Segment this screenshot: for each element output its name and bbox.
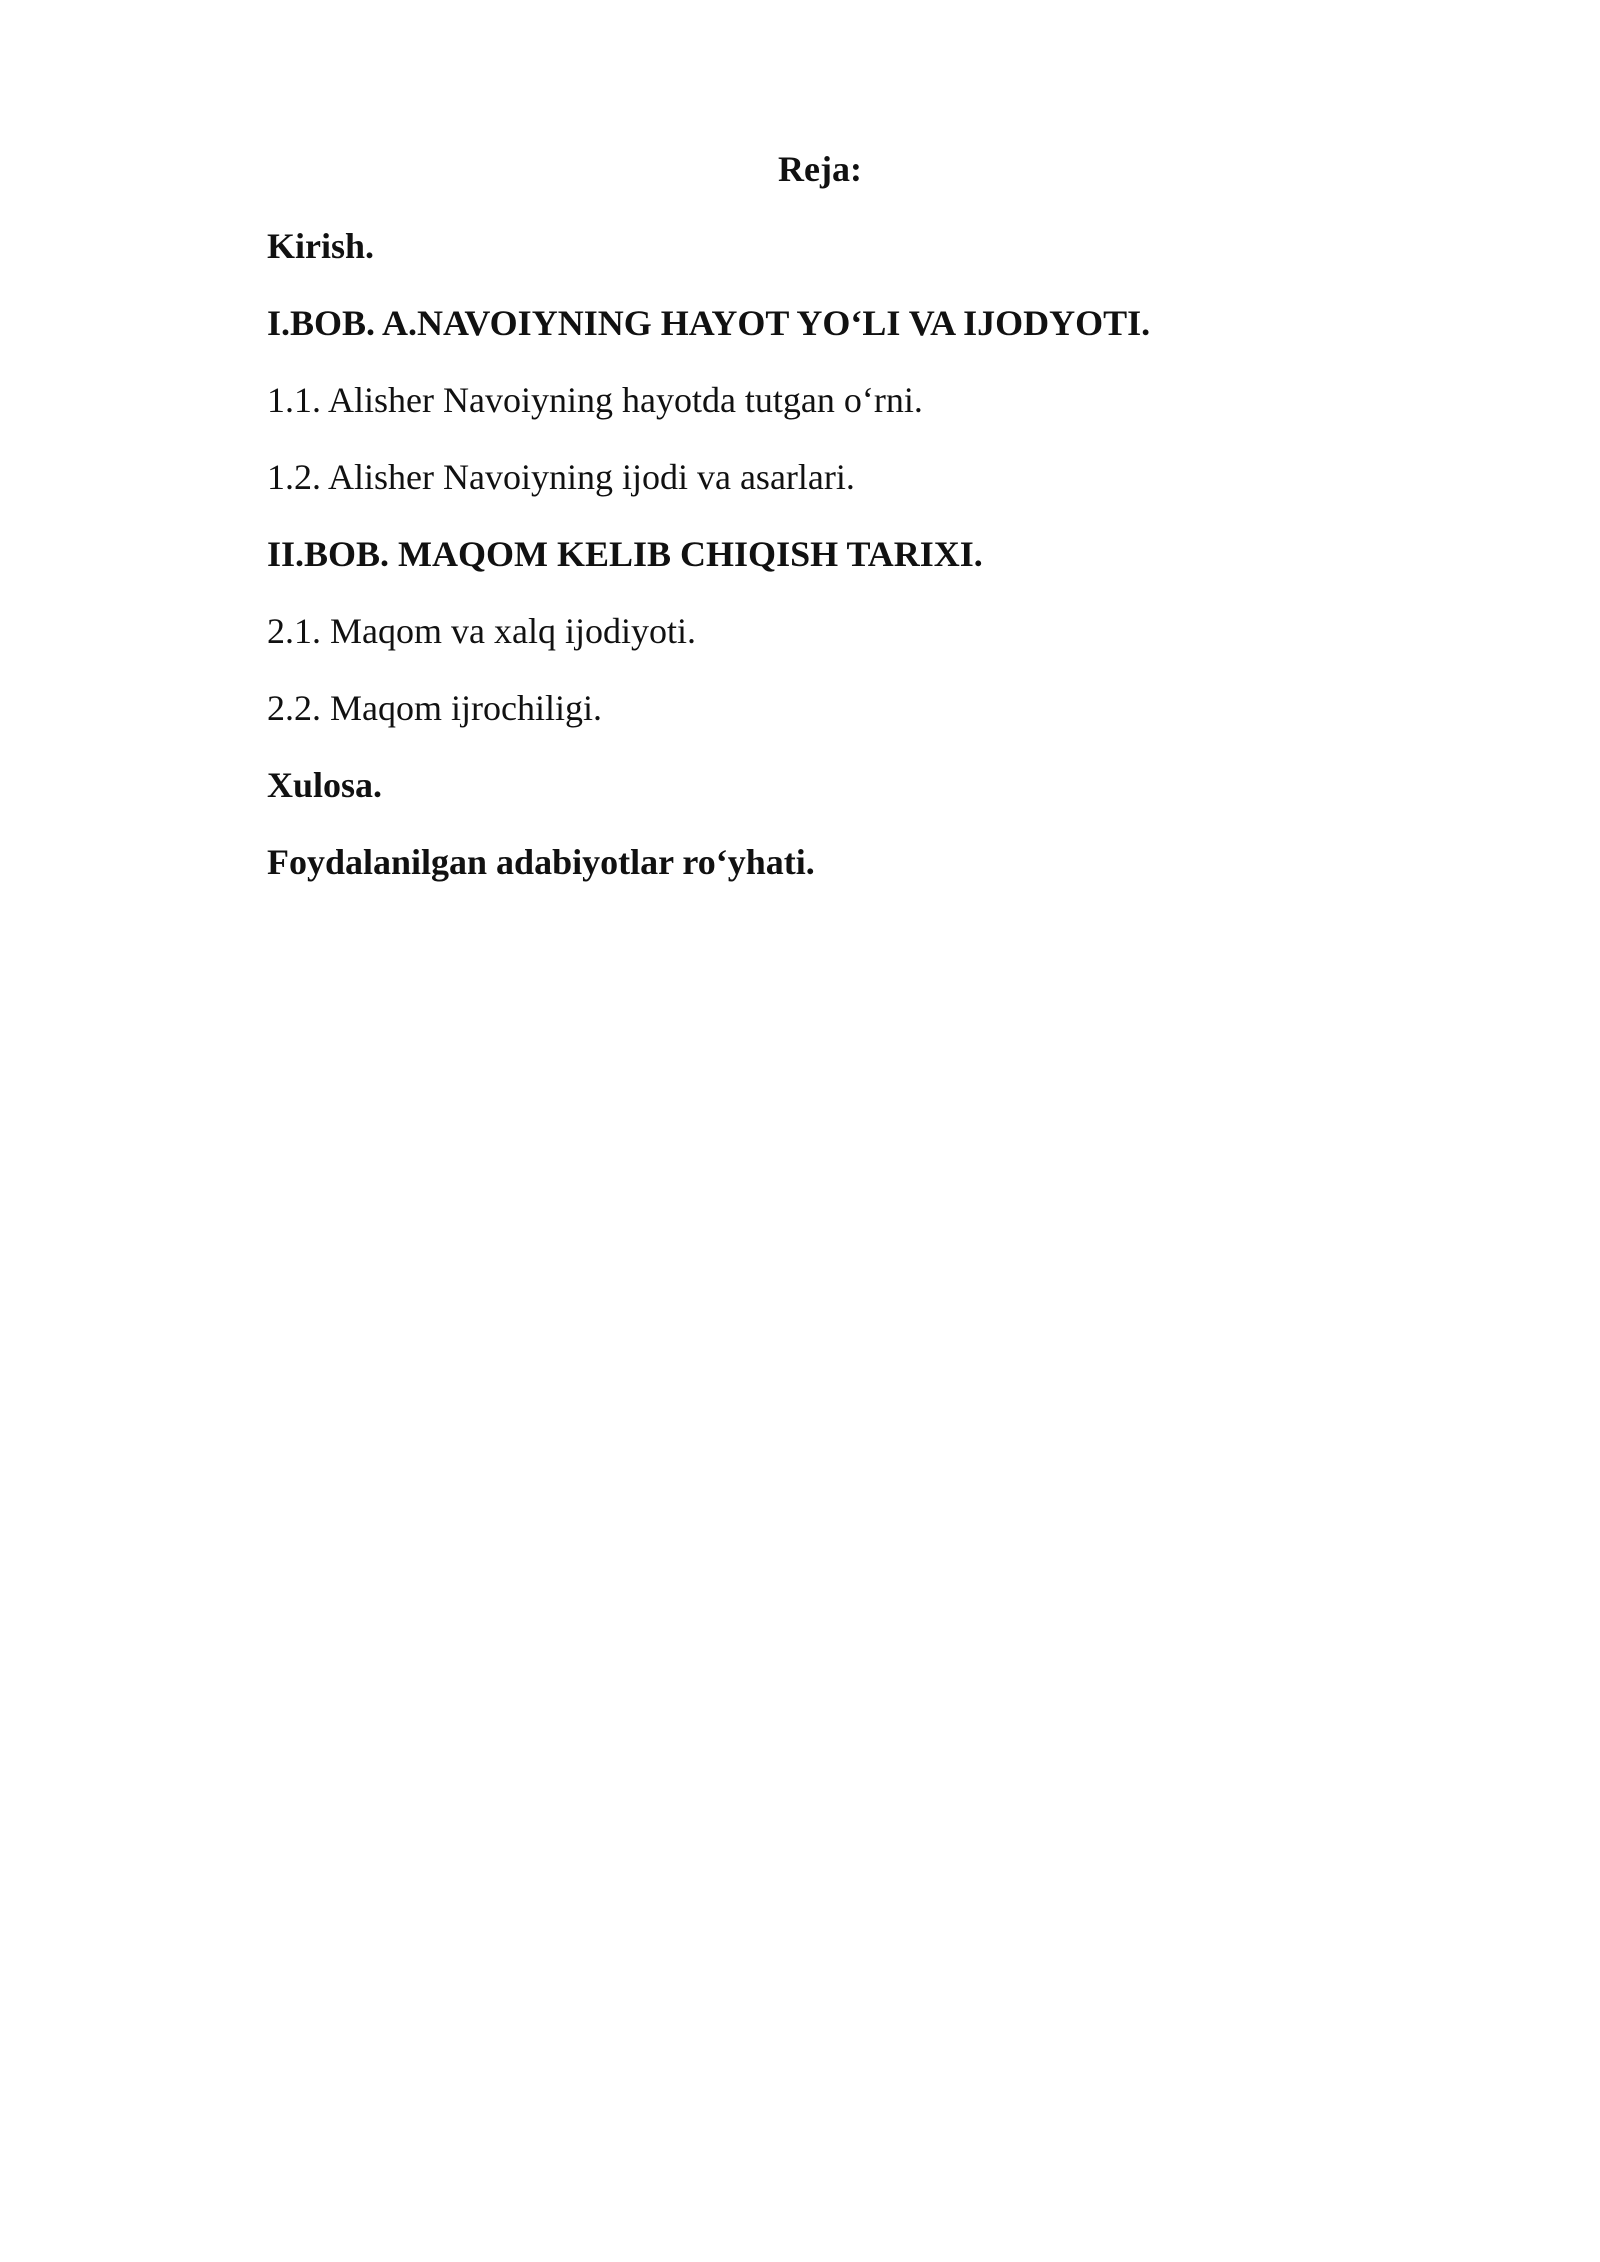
plan-item-introduction: Kirish. bbox=[267, 226, 375, 266]
plan-list bbox=[267, 224, 1150, 917]
plan-item-bibliography: Foydalanilgan adabiyotlar ro‘yhati. bbox=[267, 842, 815, 882]
plan-title: Reja: bbox=[778, 149, 862, 189]
plan-item-chapter-1: I.BOB. A.NAVOIYNING HAYOT YO‘LI VA IJODYOTI. bbox=[267, 303, 1151, 343]
plan-item-chapter-2: II.BOB. MAQOM KELIB CHIQISH TARIXI. bbox=[267, 534, 983, 574]
plan-item-section-2-1: 2.1. Maqom va xalq ijodiyoti. bbox=[267, 611, 696, 651]
plan-item-section-1-2: 1.2. Alisher Navoiyning ijodi va asarlari. bbox=[267, 457, 855, 497]
plan-item-section-2-2: 2.2. Maqom ijrochiligi. bbox=[267, 688, 602, 728]
plan-item-conclusion: Xulosa. bbox=[267, 765, 383, 805]
plan-item-section-1-1: 1.1. Alisher Navoiyning hayotda tutgan o‘rni. bbox=[267, 380, 923, 420]
